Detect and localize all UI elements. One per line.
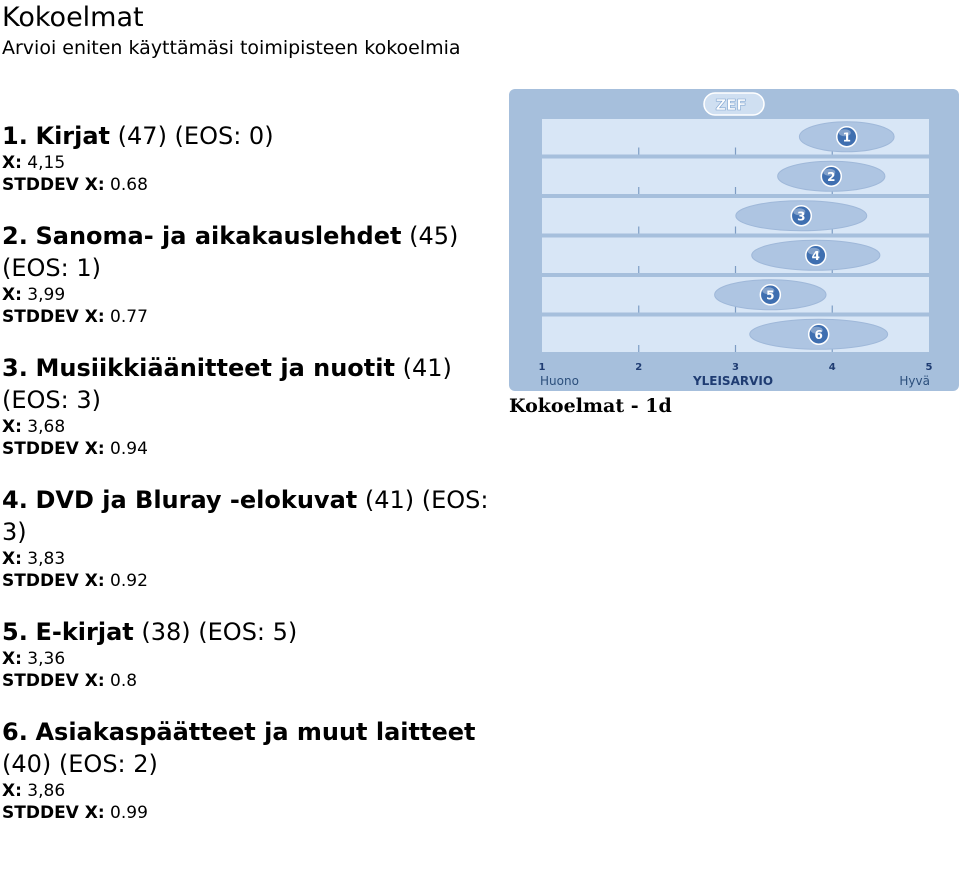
item-stddev bbox=[2, 174, 507, 196]
stddev-value: 0.8 bbox=[104, 671, 138, 691]
item-number: 6. bbox=[2, 718, 28, 746]
item-counts: (41) (EOS: 3) bbox=[2, 486, 489, 546]
x-tick-label: 3 bbox=[732, 362, 739, 373]
item-counts: (40) (EOS: 2) bbox=[2, 750, 158, 778]
collection-item bbox=[2, 616, 507, 692]
x-min-label: Huono bbox=[540, 374, 579, 388]
data-point-label: 3 bbox=[797, 209, 806, 224]
stddev-label: STDDEV X: bbox=[2, 439, 105, 459]
page-title: Kokoelmat bbox=[2, 2, 144, 33]
mean-label: X: bbox=[2, 781, 22, 801]
mean-value: 3,99 bbox=[21, 285, 66, 305]
item-name: Kirjat bbox=[35, 122, 111, 150]
data-point-label: 6 bbox=[814, 327, 823, 342]
item-heading bbox=[2, 352, 507, 416]
data-point-label: 5 bbox=[766, 288, 775, 303]
item-mean bbox=[2, 416, 507, 438]
mean-label: X: bbox=[2, 549, 22, 569]
x-tick-label: 2 bbox=[635, 362, 643, 373]
mean-value: 3,36 bbox=[21, 649, 66, 669]
item-number: 5. bbox=[2, 618, 28, 646]
item-heading bbox=[2, 220, 507, 284]
collection-item bbox=[2, 484, 507, 592]
stddev-value: 0.94 bbox=[104, 439, 148, 459]
data-point-label: 1 bbox=[842, 130, 851, 145]
zef-logo: ZEF bbox=[715, 96, 747, 114]
item-stddev bbox=[2, 438, 507, 460]
stddev-label: STDDEV X: bbox=[2, 571, 105, 591]
mean-label: X: bbox=[2, 285, 22, 305]
mean-value: 4,15 bbox=[21, 153, 66, 173]
x-tick-label: 1 bbox=[538, 362, 546, 373]
item-name: DVD ja Bluray -elokuvat bbox=[35, 486, 358, 514]
item-name: Musiikkiäänitteet ja nuotit bbox=[35, 354, 395, 382]
collection-item bbox=[2, 352, 507, 460]
stddev-value: 0.92 bbox=[104, 571, 148, 591]
item-mean bbox=[2, 284, 507, 306]
collection-item bbox=[2, 716, 507, 824]
item-mean bbox=[2, 780, 507, 802]
mean-label: X: bbox=[2, 417, 22, 437]
zef-chart bbox=[509, 89, 959, 391]
zef-chart-svg bbox=[509, 89, 959, 391]
x-axis-label: YLEISARVIO bbox=[692, 374, 774, 388]
item-mean bbox=[2, 548, 507, 570]
x-max-label: Hyvä bbox=[899, 374, 930, 388]
item-mean bbox=[2, 152, 507, 174]
mean-label: X: bbox=[2, 153, 22, 173]
x-tick-label: 5 bbox=[925, 362, 933, 373]
item-counts: (41) (EOS: 3) bbox=[2, 354, 452, 414]
mean-value: 3,86 bbox=[21, 781, 66, 801]
item-name: Sanoma- ja aikakauslehdet bbox=[35, 222, 402, 250]
item-stddev bbox=[2, 802, 507, 824]
stddev-label: STDDEV X: bbox=[2, 307, 105, 327]
chart-title: Kokoelmat - 1d bbox=[509, 395, 672, 417]
item-stddev bbox=[2, 670, 507, 692]
data-point-label: 4 bbox=[811, 248, 820, 263]
stddev-value: 0.68 bbox=[104, 175, 148, 195]
item-heading bbox=[2, 484, 507, 548]
item-counts: (47) (EOS: 0) bbox=[110, 122, 274, 150]
item-stddev bbox=[2, 306, 507, 328]
mean-value: 3,83 bbox=[21, 549, 66, 569]
item-stddev bbox=[2, 570, 507, 592]
item-counts: (45) (EOS: 1) bbox=[2, 222, 459, 282]
item-number: 2. bbox=[2, 222, 28, 250]
mean-label: X: bbox=[2, 649, 22, 669]
x-tick-label: 4 bbox=[828, 362, 836, 373]
item-heading bbox=[2, 616, 507, 648]
item-number: 1. bbox=[2, 122, 28, 150]
stddev-value: 0.99 bbox=[104, 803, 148, 823]
mean-value: 3,68 bbox=[21, 417, 66, 437]
item-number: 3. bbox=[2, 354, 28, 382]
collection-item bbox=[2, 220, 507, 328]
stddev-label: STDDEV X: bbox=[2, 803, 105, 823]
item-heading bbox=[2, 716, 507, 780]
item-name: Asiakaspäätteet ja muut laitteet bbox=[35, 718, 476, 746]
item-heading bbox=[2, 120, 507, 152]
item-number: 4. bbox=[2, 486, 28, 514]
item-name: E-kirjat bbox=[35, 618, 134, 646]
item-mean bbox=[2, 648, 507, 670]
item-counts: (38) (EOS: 5) bbox=[133, 618, 298, 646]
collection-item bbox=[2, 120, 507, 196]
stddev-label: STDDEV X: bbox=[2, 671, 105, 691]
collection-list bbox=[2, 120, 507, 848]
page-subtitle: Arvioi eniten käyttämäsi toimipisteen kokoelmia bbox=[2, 37, 461, 59]
data-point-label: 2 bbox=[827, 169, 836, 184]
stddev-value: 0.77 bbox=[104, 307, 148, 327]
stddev-label: STDDEV X: bbox=[2, 175, 105, 195]
